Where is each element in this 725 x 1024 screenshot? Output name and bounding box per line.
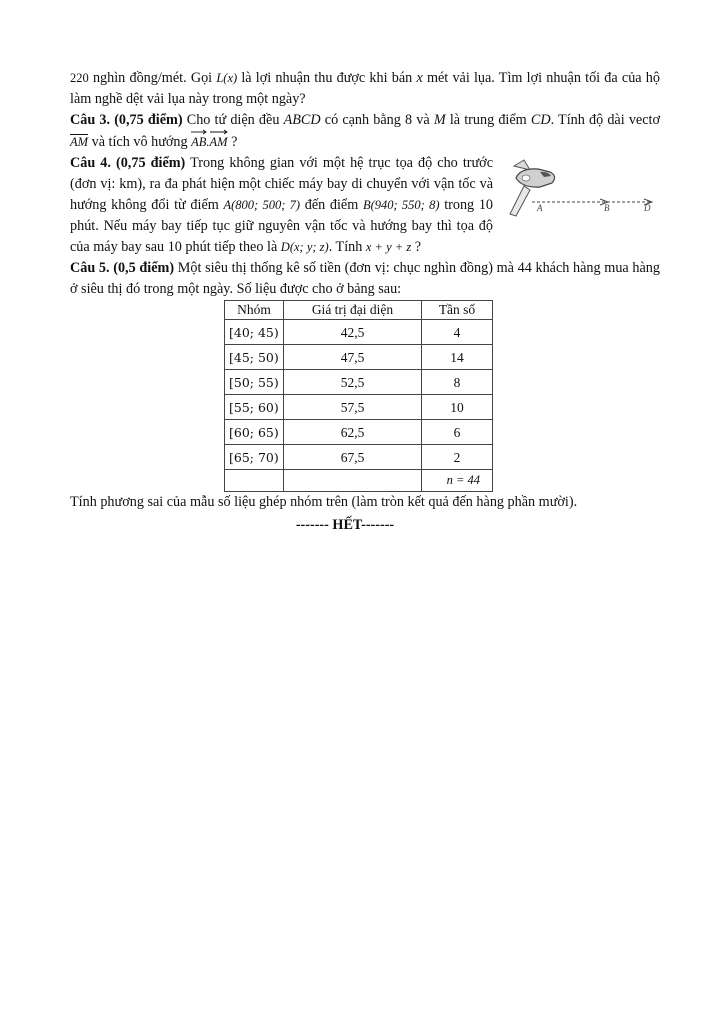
point-m: M xyxy=(433,112,446,128)
text: và tích vô hướng xyxy=(88,134,192,150)
question-3 xyxy=(70,110,660,153)
end-marker: ------- HẾT------- xyxy=(295,517,395,533)
text: đến điểm xyxy=(300,197,363,213)
column-header: Giá trị đại diện xyxy=(284,301,422,320)
text: ? xyxy=(227,134,238,150)
frequency-cell: 14 xyxy=(422,345,493,370)
midpoint-cell: 47,5 xyxy=(284,345,422,370)
text: Cho tứ diện đều xyxy=(182,112,284,128)
text: có cạnh bằng 8 và xyxy=(320,112,434,128)
table-row xyxy=(225,370,493,395)
group-cell: [45; 50) xyxy=(225,345,284,370)
point-b: B(940; 550; 8) xyxy=(362,198,440,212)
profit-function: L(x) xyxy=(216,71,238,85)
midpoint-cell: 62,5 xyxy=(284,420,422,445)
airplane-trajectory-figure xyxy=(504,156,660,228)
midpoint-cell: 57,5 xyxy=(284,395,422,420)
group-cell: [65; 70) xyxy=(225,445,284,470)
point-d: D(x; y; z) xyxy=(280,240,329,254)
table-row xyxy=(225,345,493,370)
sum-expression: x + y + z xyxy=(365,240,412,254)
question-5 xyxy=(70,258,660,300)
tetrahedron-name: ABCD xyxy=(283,112,321,128)
text: mét vải lụa. Tìm lợi nhuận tối đa của hộ làm nghề dệt vải lụa này trong một ngày? xyxy=(70,70,660,107)
column-header: Tần số xyxy=(422,301,493,320)
question-4-label: Câu 4. (0,75 điểm) xyxy=(70,155,186,171)
price-value: 220 xyxy=(70,71,89,85)
group-cell: [60; 65) xyxy=(225,420,284,445)
text: Một siêu thị thống kê số tiền (đơn vị: chục nghìn đồng) mà 44 khách hàng mua hàng ở siêu thị đó trong một ngày. Số liệu được cho ở bảng sau: xyxy=(70,260,660,297)
midpoint-cell: 67,5 xyxy=(284,445,422,470)
table-header-row xyxy=(225,301,493,320)
frequency-cell: 10 xyxy=(422,395,493,420)
empty-cell xyxy=(225,470,284,492)
table-row xyxy=(225,420,493,445)
midpoint-cell: 52,5 xyxy=(284,370,422,395)
vector-am-2 xyxy=(210,132,228,153)
empty-cell xyxy=(284,470,422,492)
question-4 xyxy=(70,153,660,258)
dot-operator: . xyxy=(206,135,210,149)
total-cell: n = 44 xyxy=(422,470,493,492)
column-header: Nhóm xyxy=(225,301,284,320)
frequency-cell: 4 xyxy=(422,320,493,345)
vector-ab-label: AB xyxy=(191,135,207,149)
table-total-row xyxy=(225,470,493,492)
question-3-label: Câu 3. (0,75 điểm) xyxy=(70,112,183,128)
airplane-icon xyxy=(510,160,555,216)
midpoint-cell: 42,5 xyxy=(284,320,422,345)
text: là trung điểm xyxy=(445,112,531,128)
figure-label-b: B xyxy=(604,203,610,213)
variable-x: x xyxy=(416,70,423,86)
group-cell: [55; 60) xyxy=(225,395,284,420)
exam-page xyxy=(70,68,660,536)
table-row xyxy=(225,395,493,420)
point-a: A(800; 500; 7) xyxy=(223,198,301,212)
vector-arrow-icon xyxy=(191,129,207,135)
frequency-table xyxy=(224,300,493,492)
text: . Tính xyxy=(328,239,366,255)
segment-cd: CD xyxy=(530,112,551,128)
text: là lợi nhuận thu được khi bán xyxy=(237,70,417,86)
vector-am: AM xyxy=(70,135,89,149)
frequency-cell: 8 xyxy=(422,370,493,395)
question-5-label: Câu 5. (0,5 điểm) xyxy=(70,260,175,276)
vector-am-label: AM xyxy=(209,135,228,149)
text: Trong không gian với một hệ trục tọa độ cho trước (đơn vị: km), ra đa phát hiện một chiếc máy bay di chuyển với vận tốc và hướng không đổi từ điểm xyxy=(70,155,493,213)
figure-label-d: D xyxy=(644,203,651,213)
text: . Tính độ dài vectơ xyxy=(550,112,660,128)
table-row xyxy=(225,445,493,470)
vector-arrow-icon xyxy=(210,129,228,135)
text: trong 10 phút. Nếu máy bay tiếp tục giữ nguyên vận tốc và hướng bay thì tọa độ của máy bay sau 10 phút tiếp theo là xyxy=(70,197,494,255)
group-cell: [50; 55) xyxy=(225,370,284,395)
frequency-cell: 6 xyxy=(422,420,493,445)
figure-label-a: A xyxy=(537,203,543,213)
group-cell: [40; 45) xyxy=(225,320,284,345)
question-5-instruction: Tính phương sai của mẫu số liệu ghép nhóm trên (làm tròn kết quả đến hàng phần mười). xyxy=(70,494,578,510)
vector-ab xyxy=(191,132,206,153)
table-row xyxy=(225,320,493,345)
frequency-cell: 2 xyxy=(422,445,493,470)
question-4-text xyxy=(70,153,493,258)
text: ? xyxy=(411,239,422,255)
text: nghìn đồng/mét. Gọi xyxy=(88,70,217,86)
question-2-tail xyxy=(70,68,660,110)
